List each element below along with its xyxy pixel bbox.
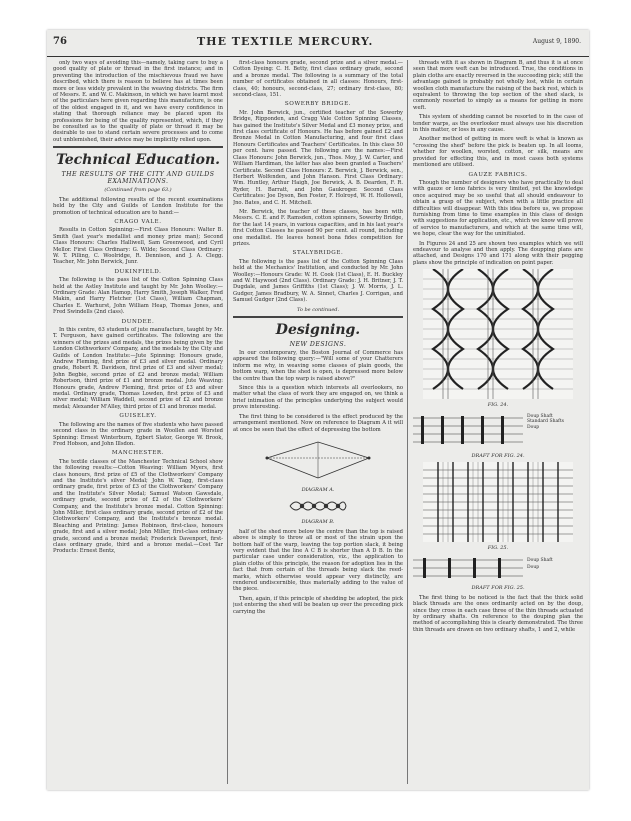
publication-title: THE TEXTILE MERCURY. <box>197 35 374 48</box>
doup-label: Doup <box>527 424 540 430</box>
paragraph: The following is the pass list of the Cotton Spinning Class held at the Mechanics' Institution, and conducted by Mr. John Woolley:—Honours Grade: W. H. Cook (1st Class), E. H. Buckley and W. Haywood (2nd Class). Ordinary Grade: J. H. Britner, J. T. Dugdale, and James Griffiths (1st Class); J. W. Morris, J. L. Gudger, James Bradbury, W. A. Sinnet, Charles J. Corrigan, and Samuel Gudger (2nd Class). <box>233 258 403 304</box>
standard-shafts-label: Standard Shafts <box>527 419 564 425</box>
paragraph: The following are the names of five students who have passed second class in the ordinary grade in Woollen and Worsted Spinning: Ernest Winterburn, Egbert Slator, George W. Brook, Fred Hobson, and John Illsdon. <box>53 421 223 447</box>
diagram-b-figure <box>288 496 348 516</box>
subhead-sowerby-bridge: SOWERBY BRIDGE. <box>284 101 352 108</box>
divider <box>233 316 403 318</box>
subhead-crago-vale: CRAGO VALE. <box>114 218 162 225</box>
divider <box>53 146 223 148</box>
fig-24-figure <box>423 269 573 399</box>
designing-heading: Designing. <box>275 322 361 339</box>
column-1 <box>53 60 223 784</box>
issue-date: August 9, 1890. <box>532 38 581 45</box>
paragraph: Mr. John Berwick, jun., certified teacher of the Sowerby Bridge, Ripponden, and Cragg Vale Cotton Spinning Classes, has gained the Institute's Silver Medal and £3 money prize, and first class certificate of Honours. He has before gained £2 and Bronze Medal in Cotton Manufacturing, and four first class Honours Certificates and Teachers' Certificates. In this class 50 per cent. have passed. The following are the names:—First Class Honours: John Berwick, jun., Thos. Moy, J. W. Carter, and William Hardiman, the latter has also been granted a Teachers' Certificate. Second Class Honours: Z. Berwick, J. Berwick, sen., Herbert Wolfenden, and John Hanson. First Class Ordinary: Wm. Huntley, Arthur Haigh, Joe Berwick, A. B. Dearden, F. R. Ryder, H. Barratt, and John Gaukroger. Second Class Certificates: Joe Dyson, Ben Foster, F. Holroyd, W. H. Hollowell, Jno. Bates, and C. H. Mitchell. <box>233 109 403 206</box>
paragraph: The following is the pass list of the Cotton Spinning Class held at the Astley Institute and taught by Mr. John Woolley:—Ordinary Grade: Alan Hamop, Harry Smith, Joseph Walker, Fred Makin, and Harry Fletcher (1st Class), William Chapman, Charles E. Warhurst, John William Heap, Thomas Jones, and Fred Swindells (2nd class). <box>53 277 223 316</box>
paragraph: Results in Cotton Spinning:—First Class Honours: Walter B. Smith (last year's medallist and money prize man); Second Class Honours: Charles Halliwell, Sam Greenwood, and Cyril Mellor. First Class Ordinary: G. Wilde; Second Class Ordinary: W. T. Pilling, C. Woolridge, R. Dennison, and J. A. Clegg. Teacher, Mr. John Berwick, Junr. <box>53 227 223 266</box>
paragraph: The additional following results of the recent examinations held by the City and Guilds of London Institute for the promotion of technical education are to hand:— <box>53 196 223 216</box>
subhead-gauze-fabrics: GAUZE FABRICS. <box>468 171 528 178</box>
paragraph: In Figures 24 and 25 are shown two examples which we will endeavour to analyse and then apply. The doupping plans are attached, and Designs 170 and 171 along with their pegging plans show the principle of indication on point paper. <box>413 240 583 266</box>
draft-24-block <box>413 412 583 452</box>
subhead-manchester: MANCHESTER. <box>111 450 165 457</box>
fig-24-caption: FIG. 24. <box>487 402 509 409</box>
column-rule-1 <box>227 60 228 784</box>
paragraph: In this centre, 63 students of jute manufacture, taught by Mr. T. Ferguson, have gained certificates. The following are the winners of the prizes and medals, the prizes being given by the London Clothworkers' Company, and the medals by the City and Guilds of London Institute:—Jute Spinning: Honours grade, Andrew Fleming, first prize of £3 and silver medal. Ordinary grade, Robert R. Davidson, first prize of £3 and silver medal; John Begbie, second prize of £2 and bronze medal; William Robertson, third prize of £1 and bronze medal. Jute Weaving: Honours grade, Andrew Fleming, first prize of £3 and silver medal. Ordinary grade, Thomas Lowden, first prize of £3 and silver medal; William Waddell, second prize of £2 and bronze medal; Alexander M'Alley, third prize of £1 and bronze medal. <box>53 327 223 410</box>
article-title: THE RESULTS OF THE CITY AND GUILDS EXAMINATIONS. <box>61 171 215 186</box>
paragraph: Another method of getting in more weft is what is known as "crossing the shed" before the pick is beaten up. In all looms, whether for woollen, worsted, cotton, or silk, means are provided for effecting this, and in most cases both systems mentioned are utilised. <box>413 136 583 169</box>
paragraph: half of the shed more below the centre than the top is raised above is simply to throw all or most of the strain upon the bottom half of the warp, leaving the top portion slack, it being very evident that the line A C B is shorter than A D B. In the particular case under consideration, viz., the application to plain cloths of this principle, the reason for adoption lies in the fact that from certain of the threads being slack the reed-marks, which otherwise would appear very distinctly, are rendered undiscernible, thus materially adding to the value of the piece. <box>233 528 403 593</box>
newspaper-page <box>47 30 589 790</box>
column-3 <box>413 60 583 784</box>
subhead-stalybridge: STALYBRIDGE. <box>292 250 344 257</box>
technical-education-heading: Technical Education. <box>55 152 221 169</box>
paragraph: Mr. Berwick, the teacher of these classes, has been with Messrs. C. E. and F. Ramsden, cotton spinners, Sowerby Bridge, for the last 14 years, in various capacities, and in his last year's first Cotton Classes he passed 90 per cent. all round, including one medallist. He leaves honest bona fides competition for prizes. <box>233 208 403 247</box>
paragraph: threads with it as shown in Diagram B, and thus it is at once seen that more weft can be introduced. True, the conditions in plain cloths are exactly reversed in the succeeding pick; still the advantage gained is probably not wholly lost, while in certain woollen cloth manufacture the raising of the back rest, which is equivalent to throwing the top section of the shed slack, is commonly resorted to simply as a means for getting in more weft. <box>413 60 583 111</box>
column-2 <box>233 60 403 784</box>
draft-24-caption: DRAFT FOR FIG. 24. <box>471 452 525 459</box>
diagram-b-caption: DIAGRAM B. <box>301 519 335 526</box>
page-number: 76 <box>53 36 67 47</box>
diagram-a-figure <box>263 436 373 484</box>
paragraph: The first thing to be considered is the effect produced by the arrangement mentioned. Now on reference to Diagram A it will at once be seen that the effect of depressing the bottom <box>233 413 403 433</box>
doup-label: Doup <box>527 565 540 571</box>
to-be-continued: To be continued. <box>296 306 340 313</box>
paragraph: This system of shedding cannot be resorted to in the case of tender warps, as the overlooker must always use his discretion in this matter, or loss in any cause. <box>413 114 583 134</box>
doup-shaft-label: Doup Shaft <box>527 413 553 419</box>
paragraph: In our contemporary, the Boston Journal of Commerce has appeared the following query:—"Will some of your Chatterers inform me why, in weaving some classes of plain goods, the bottom warp, when the shed is open, is depressed more below the centre than the top warp is raised above?" <box>233 350 403 382</box>
subhead-dukinfield: DUKINFIELD. <box>114 268 162 275</box>
paragraph: Then, again, if this principle of shedding be adopted, the pick just entering the shed will be beaten up over the preceding pick carrying the <box>233 595 403 615</box>
paragraph: Since this is a question which interests all overlookers, no matter what the class of work they are engaged on, we think a brief intimation of the principles underlying the subject would prove interesting. <box>233 385 403 411</box>
diagram-a-caption: DIAGRAM A. <box>301 486 335 493</box>
continued-note: (Continued from page 63.) <box>104 187 172 194</box>
subhead-guiseley: GUISELEY. <box>119 413 157 420</box>
paragraph: Though the number of designers who have practically to deal with gauze or leno fabrics is very limited, yet the knowledge once acquired may be so useful that all should endeavour to obtain a grasp of the subject, when with a little practice all difficulties will disappear. With this idea before us, we propose furnishing from time to time examples in this class of design with suggestions for application, etc., which we know will prove of service to manufacturers, and which at the same time will, we hope, clear the way for the uninitiated. <box>413 179 583 238</box>
paragraph: The textile classes of the Manchester Technical School show the following results:—Cotton Weaving: William Myers, first class honours, first prize of £5 of the Clothworkers' Company and the Institute's silver Medal; John W. Tagg, first-class ordinary grade, first prize of £3 of the Clothworkers' Company and the Institute's Silver Medal; Samuel Watson Gawsdale, ordinary grade, second prize of £2 of the Clothworkers' Company, and the Institute's bronze medal. Cotton Spinning: John Miller, first class ordinary grade, second prize of £2 of the Clothworkers' Company, and the Institute's bronze medal. Bleaching and Printing: James Robinson, first-class, honours grade, first and a silver medal; John Miller, first-class ordinary grade, second and a bronze medal; Frederick Davenport, first-class ordinary grade, third and a bronze medal.—Cost Tar Products: Ernest Bentz, <box>53 458 223 555</box>
draft-25-block <box>413 554 583 584</box>
intro-paragraph: only two ways of avoiding this—namely, taking care to buy a good quality of plate or thread in the first instance; and in preventing the introduction of the mischievous fraud we have described, which there is reason to believe has at times been more or less widely prevalent in the weaving districts. The firm of Messrs. E. and W. C. Makinson, in which we have learnt most of the particulars here given regarding this manufacture, is one of the oldest engaged in it, and we have every confidence in stating that thorough reliance may be placed upon its professions for being of the quality represented, which, if they be consulted as to the quality of plate or thread it may be desirable to use to stand certain severe processes and to come out unblemished, their advice may be implicitly relied upon. <box>53 60 223 143</box>
draft-25-figure <box>413 554 523 580</box>
fig-25-caption: FIG. 25. <box>487 545 509 551</box>
column-rule-2 <box>407 60 408 784</box>
subhead-dundee: DUNDEE. <box>121 318 155 325</box>
draft-25-caption: DRAFT FOR FIG. 25. <box>471 585 525 592</box>
article-title: NEW DESIGNS. <box>289 341 347 349</box>
paragraph: The first thing to be noticed is the fact that the thick solid black threads are the ones ordinarily acted on by the doup, since they cross in each case three of the thin threads actuated by ordinary shafts. On reference to the douping plan the method of accomplishing this is clearly demonstrated. The three thin threads are drawn on two ordinary shafts, 1 and 2, while <box>413 594 583 633</box>
draft-24-figure <box>413 412 523 448</box>
doup-shaft-label: Doup Shaft <box>527 558 553 564</box>
fig-25-figure <box>423 462 573 542</box>
paragraph: first-class honours grade, second prize and a silver medal.—Cotton Dyeing: C. H. Betty, first class ordinary grade, second and a bronze medal. The following is a summary of the total number of certificates obtained in all classes: Honours, first-class, 40; honours, second-class, 27; ordinary first-class, 80; second-class, 151. <box>233 60 403 99</box>
masthead <box>47 30 589 57</box>
